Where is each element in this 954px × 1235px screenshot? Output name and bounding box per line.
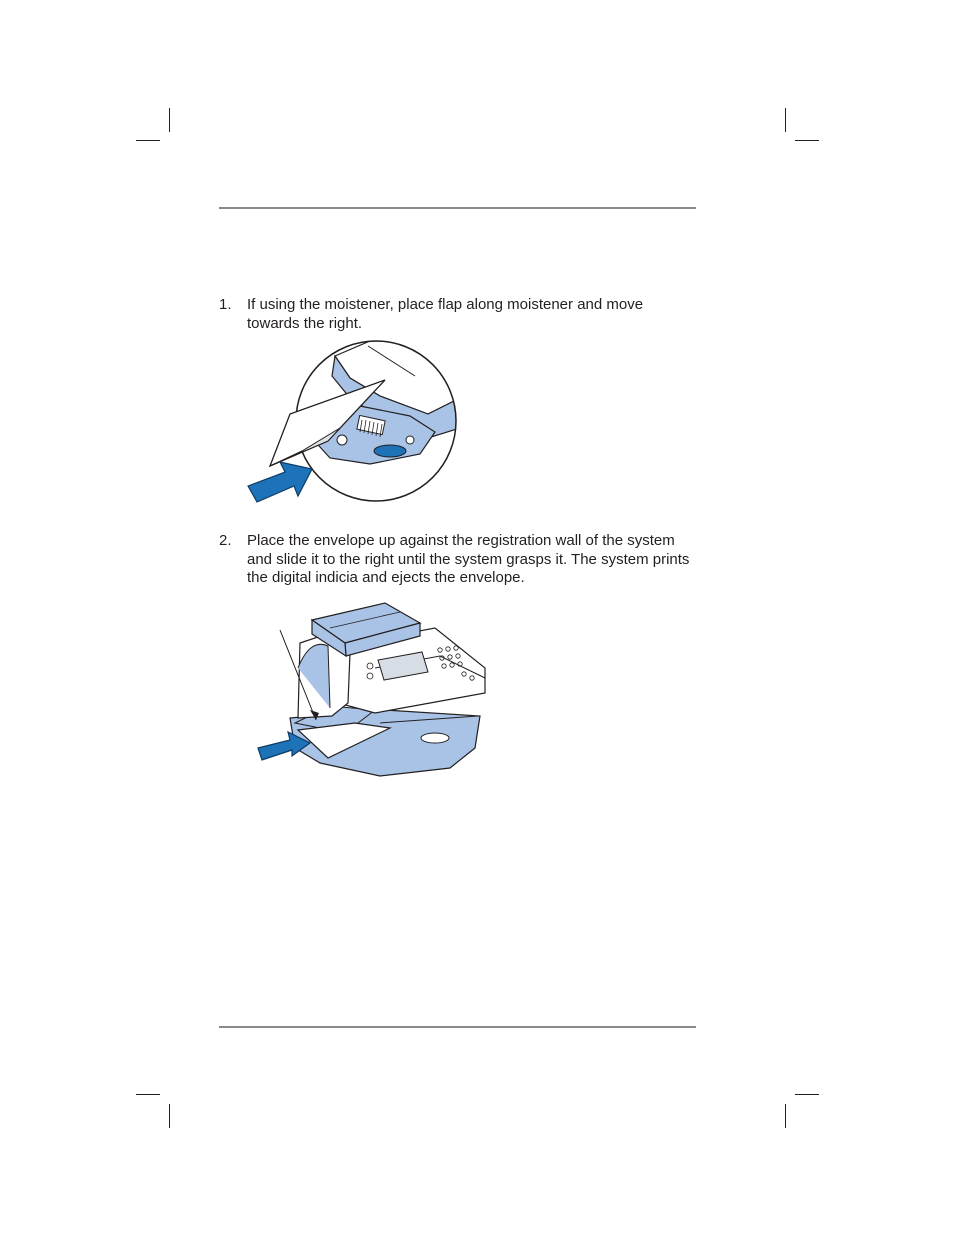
step-2-text: Place the envelope up against the registration wall of the system and slide it to the right until the system grasps it. The system prints the digital indicia and ejects the envelope.: [247, 532, 690, 586]
step-2-number: 2.: [219, 532, 232, 549]
crop-mark-bottom-right-v: [785, 1104, 786, 1128]
header-rule: [219, 207, 696, 209]
moistener-illustration: [240, 336, 460, 508]
footer-rule: [219, 1026, 696, 1028]
mailing-machine-illustration: [250, 598, 490, 782]
crop-mark-bottom-left-h: [136, 1094, 160, 1095]
crop-mark-top-right-h: [795, 140, 819, 141]
crop-mark-top-left-h: [136, 140, 160, 141]
crop-mark-top-right-v: [785, 108, 786, 132]
crop-mark-bottom-left-v: [169, 1104, 170, 1128]
step-1-text: If using the moistener, place flap along moistener and move towards the right.: [247, 296, 644, 332]
crop-mark-top-left-v: [169, 108, 170, 132]
step-1-number: 1.: [219, 296, 232, 313]
crop-mark-bottom-right-h: [795, 1094, 819, 1095]
